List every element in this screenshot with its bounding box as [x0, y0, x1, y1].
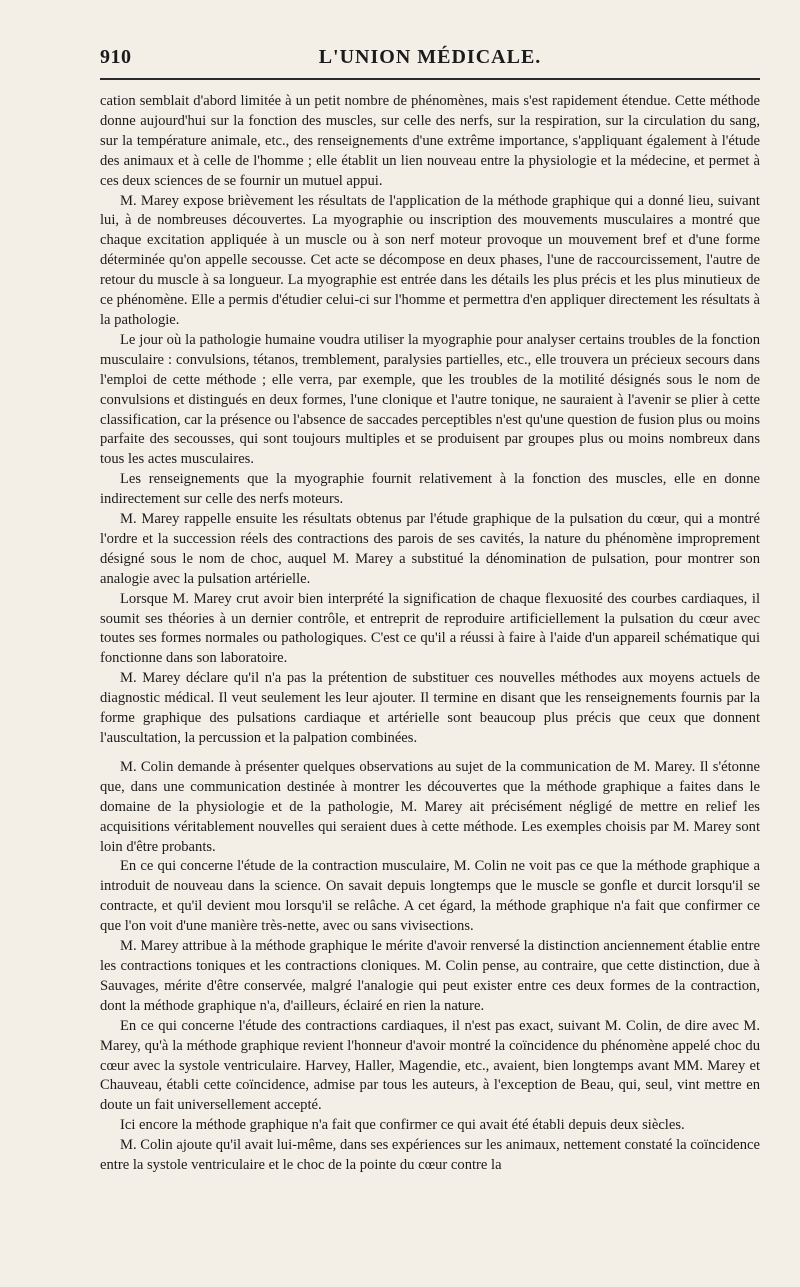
paragraph: M. Marey expose brièvement les résultats de l'application de la méthode graphique qui a donné lieu, suivant lui, à de nombreuses découvertes. La myographie ou inscription des mouvements musculaires a montré que chaque excitation appliquée à un muscle ou à son nerf moteur provoque un mouvement bref et d'une forme déterminée qu'on appelle secousse. Cet acte se décompose en deux phases, l'une de raccourcissement, l'autre de retour du muscle à sa longueur. La myographie est entrée dans les détails les plus précis et les plus minutieux de ce phénomène. Elle a permis d'étudier celui-ci sur l'homme et permettra d'en appliquer directement les résultats à la pathologie.	[100, 192, 760, 328]
paragraph: M. Colin ajoute qu'il avait lui-même, dans ses expériences sur les animaux, nettement constaté la coïncidence entre la systole ventriculaire et le choc de la pointe du cœur contre la	[100, 1137, 760, 1174]
page-number: 910	[100, 46, 132, 68]
paragraph: M. Marey déclare qu'il n'a pas la prétention de substituer ces nouvelles méthodes aux moyens actuels de diagnostic médical. Il veut seulement les leur ajouter. Il termine en disant que les renseignements fournis par la forme graphique des pulsations cardiaque et artérielle sont beaucoup plus précis que ceux que donnent l'auscultation, la percussion et la palpation combinées.	[100, 670, 760, 746]
paragraph: Lorsque M. Marey crut avoir bien interprété la signification de chaque flexuosité des courbes cardiaques, il soumit ses théories à un dernier contrôle, et entreprit de reproduire artificiellement la pulsation du cœur avec toutes ses formes normales ou pathologiques. C'est ce qu'il a réussi à faire à l'aide d'un appareil schématique qui fonctionne dans son laboratoire.	[100, 590, 760, 667]
paragraph: Les renseignements que la myographie fournit relativement à la fonction des muscles, elle en donne indirectement sur celle des nerfs moteurs.	[100, 471, 760, 508]
paragraph: cation semblait d'abord limitée à un petit nombre de phénomènes, mais s'est rapidement étendue. Cette méthode donne aujourd'hui sur la fonction des muscles, sur celle des nerfs, sur la respiration, sur la circulation du sang, sur la température animale, etc., des renseignements d'une extrême importance, s'appliquant également à l'étude des animaux et à celle de l'homme ; elle établit un lien nouveau entre la physiologie et la médecine, et permet à ces deux sciences de se fournir un mutuel appui.	[100, 93, 760, 189]
paragraph: En ce qui concerne l'étude de la contraction musculaire, M. Colin ne voit pas ce que la méthode graphique a introduit de nouveau dans la science. On savait depuis longtemps que le muscle se gonfle et durcit lorsqu'il se contracte, et qu'il devient mou lorsqu'il se relâche. A cet égard, la méthode graphique n'a fait que confirmer ce que l'on voit d'une manière très-nette, avec ou sans vivisections.	[100, 858, 760, 935]
body-text	[100, 92, 760, 1176]
header-rule	[100, 78, 760, 80]
journal-title: L'UNION MÉDICALE.	[318, 46, 542, 68]
page-header	[100, 40, 760, 76]
paragraph: En ce qui concerne l'étude des contractions cardiaques, il n'est pas exact, suivant M. Colin, de dire avec M. Marey, qu'à la méthode graphique revient l'honneur d'avoir montré la coïncidence du phénomène appelé choc du cœur avec la systole ventriculaire. Harvey, Haller, Magendie, etc., avaient, bien longtemps avant MM. Marey et Chauveau, établi cette coïncidence, admise par tous les auteurs, à l'exception de Beau, qui, seul, vint mettre en doute un fait universellement accepté.	[100, 1017, 760, 1114]
paragraph: M. Marey attribue à la méthode graphique le mérite d'avoir renversé la distinction anciennement établie entre les contractions toniques et les contractions cloniques. M. Colin pense, au contraire, que cette distinction, due à Sauvages, mérite d'être conservée, malgré l'analogie qui peut exister entre ces deux formes de la contraction, dont la méthode graphique n'a, d'ailleurs, éclairé en rien la nature.	[100, 938, 760, 1014]
paragraph: Le jour où la pathologie humaine voudra utiliser la myographie pour analyser certains troubles de la fonction musculaire : convulsions, tétanos, tremblement, paralysies partielles, etc., elle trouvera un précieux secours dans l'emploi de cette méthode ; elle verra, par exemple, que les troubles de la motilité désignés sous le nom de convulsions et distingués en deux formes, l'une clonique et l'autre tonique, ne sauraient à l'avenir se plier à cette classification, car la présence ou l'absence de saccades perceptibles n'est qu'une question de fusion plus ou moins parfaite des secousses, qui sont toujours multiples et se produisent par groupes plus ou moins nombreux dans tous les actes musculaires.	[100, 331, 760, 468]
paragraph: Ici encore la méthode graphique n'a fait que confirmer ce qui avait été établi depuis deux siècles.	[120, 1117, 685, 1134]
paragraph: M. Marey rappelle ensuite les résultats obtenus par l'étude graphique de la pulsation du cœur, qui a montré l'ordre et la succession réels des contractions des parois de ses cavités, la nature du phénomène improprement désigné sous le nom de choc, auquel M. Marey a substitué la dénomination de pulsation, pour montrer son analogie avec la pulsation artérielle.	[100, 511, 760, 587]
paragraph: M. Colin demande à présenter quelques observations au sujet de la communication de M. Marey. Il s'étonne que, dans une communication destinée à montrer les découvertes que la méthode graphique a faites dans le domaine de la physiologie et de la pathologie, M. Marey ait précisément négligé de mettre en relief les acquisitions véritablement nouvelles qui seraient dues à cette méthode. Les exemples choisis par M. Marey sont loin d'être probants.	[100, 758, 760, 855]
